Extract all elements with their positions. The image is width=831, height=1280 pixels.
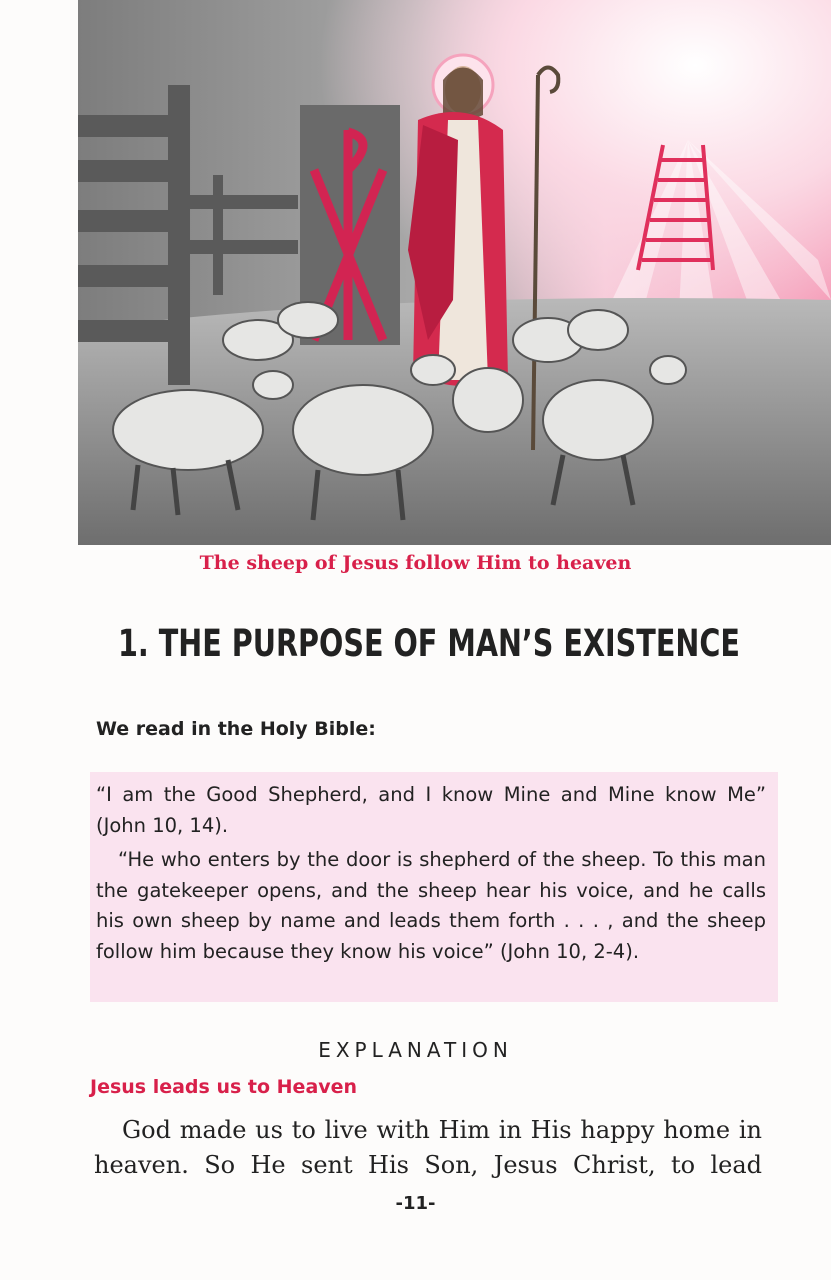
body-paragraph: God made us to live with Him in His happy home in heaven. So He sent His Son, Jesus Christ, to lead <box>94 1116 762 1179</box>
bible-quote-2: “He who enters by the door is shepherd of the sheep. To this man the gatekeeper opens, and the sheep hear his voice, and he calls his own sheep by name and leads them forth . . . , and the sheep follow him because they know his voice” (John 10, 2-4). <box>96 848 766 963</box>
shepherd-illustration <box>78 0 831 545</box>
bible-quote-1: “I am the Good Shepherd, and I know Mine and Mine know Me” (John 10, 14). <box>96 783 766 837</box>
illustration-caption: The sheep of Jesus follow Him to heaven <box>199 552 632 574</box>
page-number: -11- <box>395 1193 436 1214</box>
intro-text: We read in the Holy Bible: <box>96 718 376 740</box>
explanation-heading: EXPLANATION <box>318 1038 513 1062</box>
section-title: 1. THE PURPOSE OF MAN’S EXISTENCE <box>118 622 740 665</box>
subheading: Jesus leads us to Heaven <box>90 1076 358 1098</box>
